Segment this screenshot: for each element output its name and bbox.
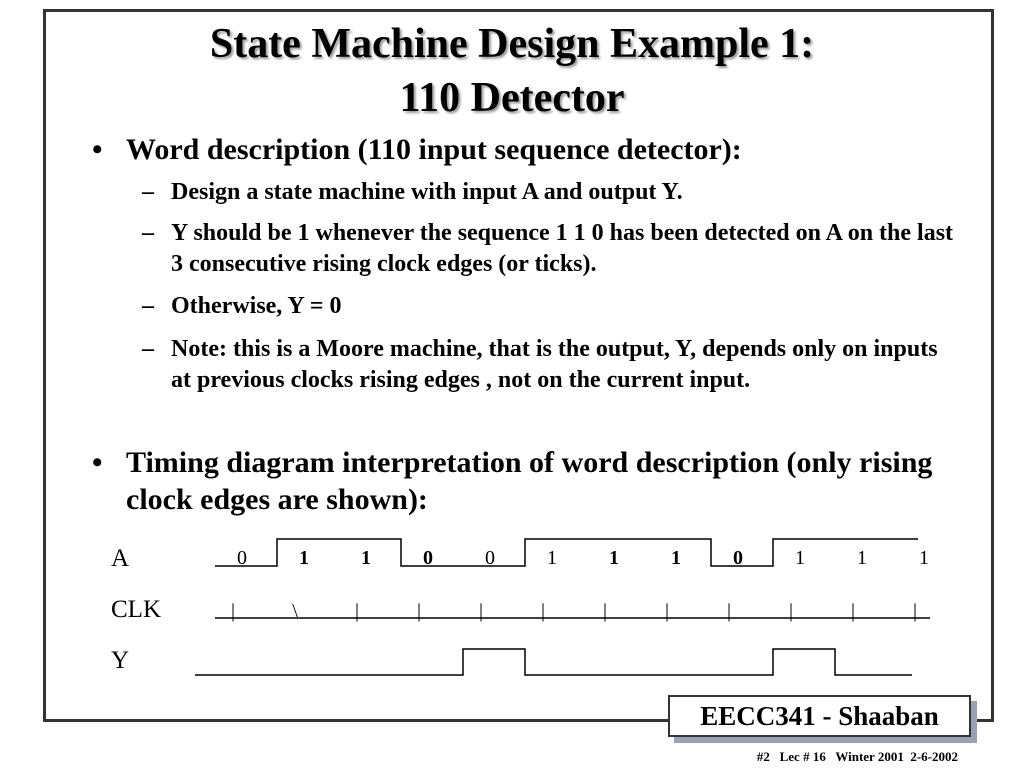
a-bit-value: 1: [299, 547, 309, 569]
signal-label-a: A: [111, 545, 130, 572]
clk-tick: |: [850, 600, 856, 622]
waveform-clk: [215, 600, 930, 622]
a-bit-value: 0: [237, 547, 247, 569]
a-bit-value: 0: [423, 547, 433, 569]
waveform-a: [215, 539, 929, 569]
clk-tick: |: [416, 600, 422, 622]
course-badge: EECC341 - Shaaban: [668, 695, 971, 737]
sub-bullet-marker: –: [142, 293, 154, 319]
clk-tick: |: [354, 600, 360, 622]
a-bit-value: 0: [485, 547, 495, 569]
clk-tick: \: [292, 600, 298, 622]
clk-tick: |: [540, 600, 546, 622]
clk-tick: |: [788, 600, 794, 622]
sub-bullet-text: Design a state machine with input A and output Y.: [171, 179, 683, 205]
bullet-text: Word description (110 input sequence detector):: [126, 133, 742, 166]
clk-tick: |: [602, 600, 608, 622]
lecture-note: #2 Lec # 16 Winter 2001 2-6-2002: [756, 749, 958, 764]
sub-bullet-marker: –: [142, 336, 154, 362]
signal-label-clk: CLK: [111, 596, 161, 623]
a-bit-value: 1: [547, 547, 557, 569]
a-bit-value: 0: [733, 547, 743, 569]
a-bit-value: 1: [919, 547, 929, 569]
slide-title-line1: State Machine Design Example 1:: [209, 21, 815, 67]
sub-bullet-text: Note: this is a Moore machine, that is the output, Y, depends only on inputs at previous clocks rising edges , not on the current input.: [171, 336, 938, 393]
bullet-text: Timing diagram interpretation of word description (only rising clock edges are shown):: [126, 446, 933, 516]
sub-bullet-marker: –: [142, 220, 154, 246]
clk-tick: |: [912, 600, 918, 622]
clk-tick: |: [664, 600, 670, 622]
waveform-a-line: [215, 539, 918, 566]
sub-bullet-marker: –: [142, 179, 154, 205]
a-bit-value: 1: [795, 547, 805, 569]
a-bit-value: 1: [361, 547, 371, 569]
sub-bullet-text: Otherwise, Y = 0: [171, 293, 342, 319]
bullet-marker: •: [92, 133, 103, 166]
clk-tick: |: [230, 600, 236, 622]
a-bit-value: 1: [857, 547, 867, 569]
bullet-marker: •: [92, 446, 103, 479]
sub-bullet-text: Y should be 1 whenever the sequence 1 1 0 has been detected on A on the last 3 consecutive rising clock edges (or ticks).: [171, 220, 954, 277]
clk-tick: |: [726, 600, 732, 622]
a-bit-value: 1: [671, 547, 681, 569]
clk-tick: |: [478, 600, 484, 622]
signal-label-y: Y: [111, 647, 130, 674]
a-bit-value: 1: [609, 547, 619, 569]
waveform-y: [195, 649, 912, 675]
waveform-y-line: [195, 649, 912, 675]
slide-title-line2: 110 Detector: [399, 75, 625, 121]
